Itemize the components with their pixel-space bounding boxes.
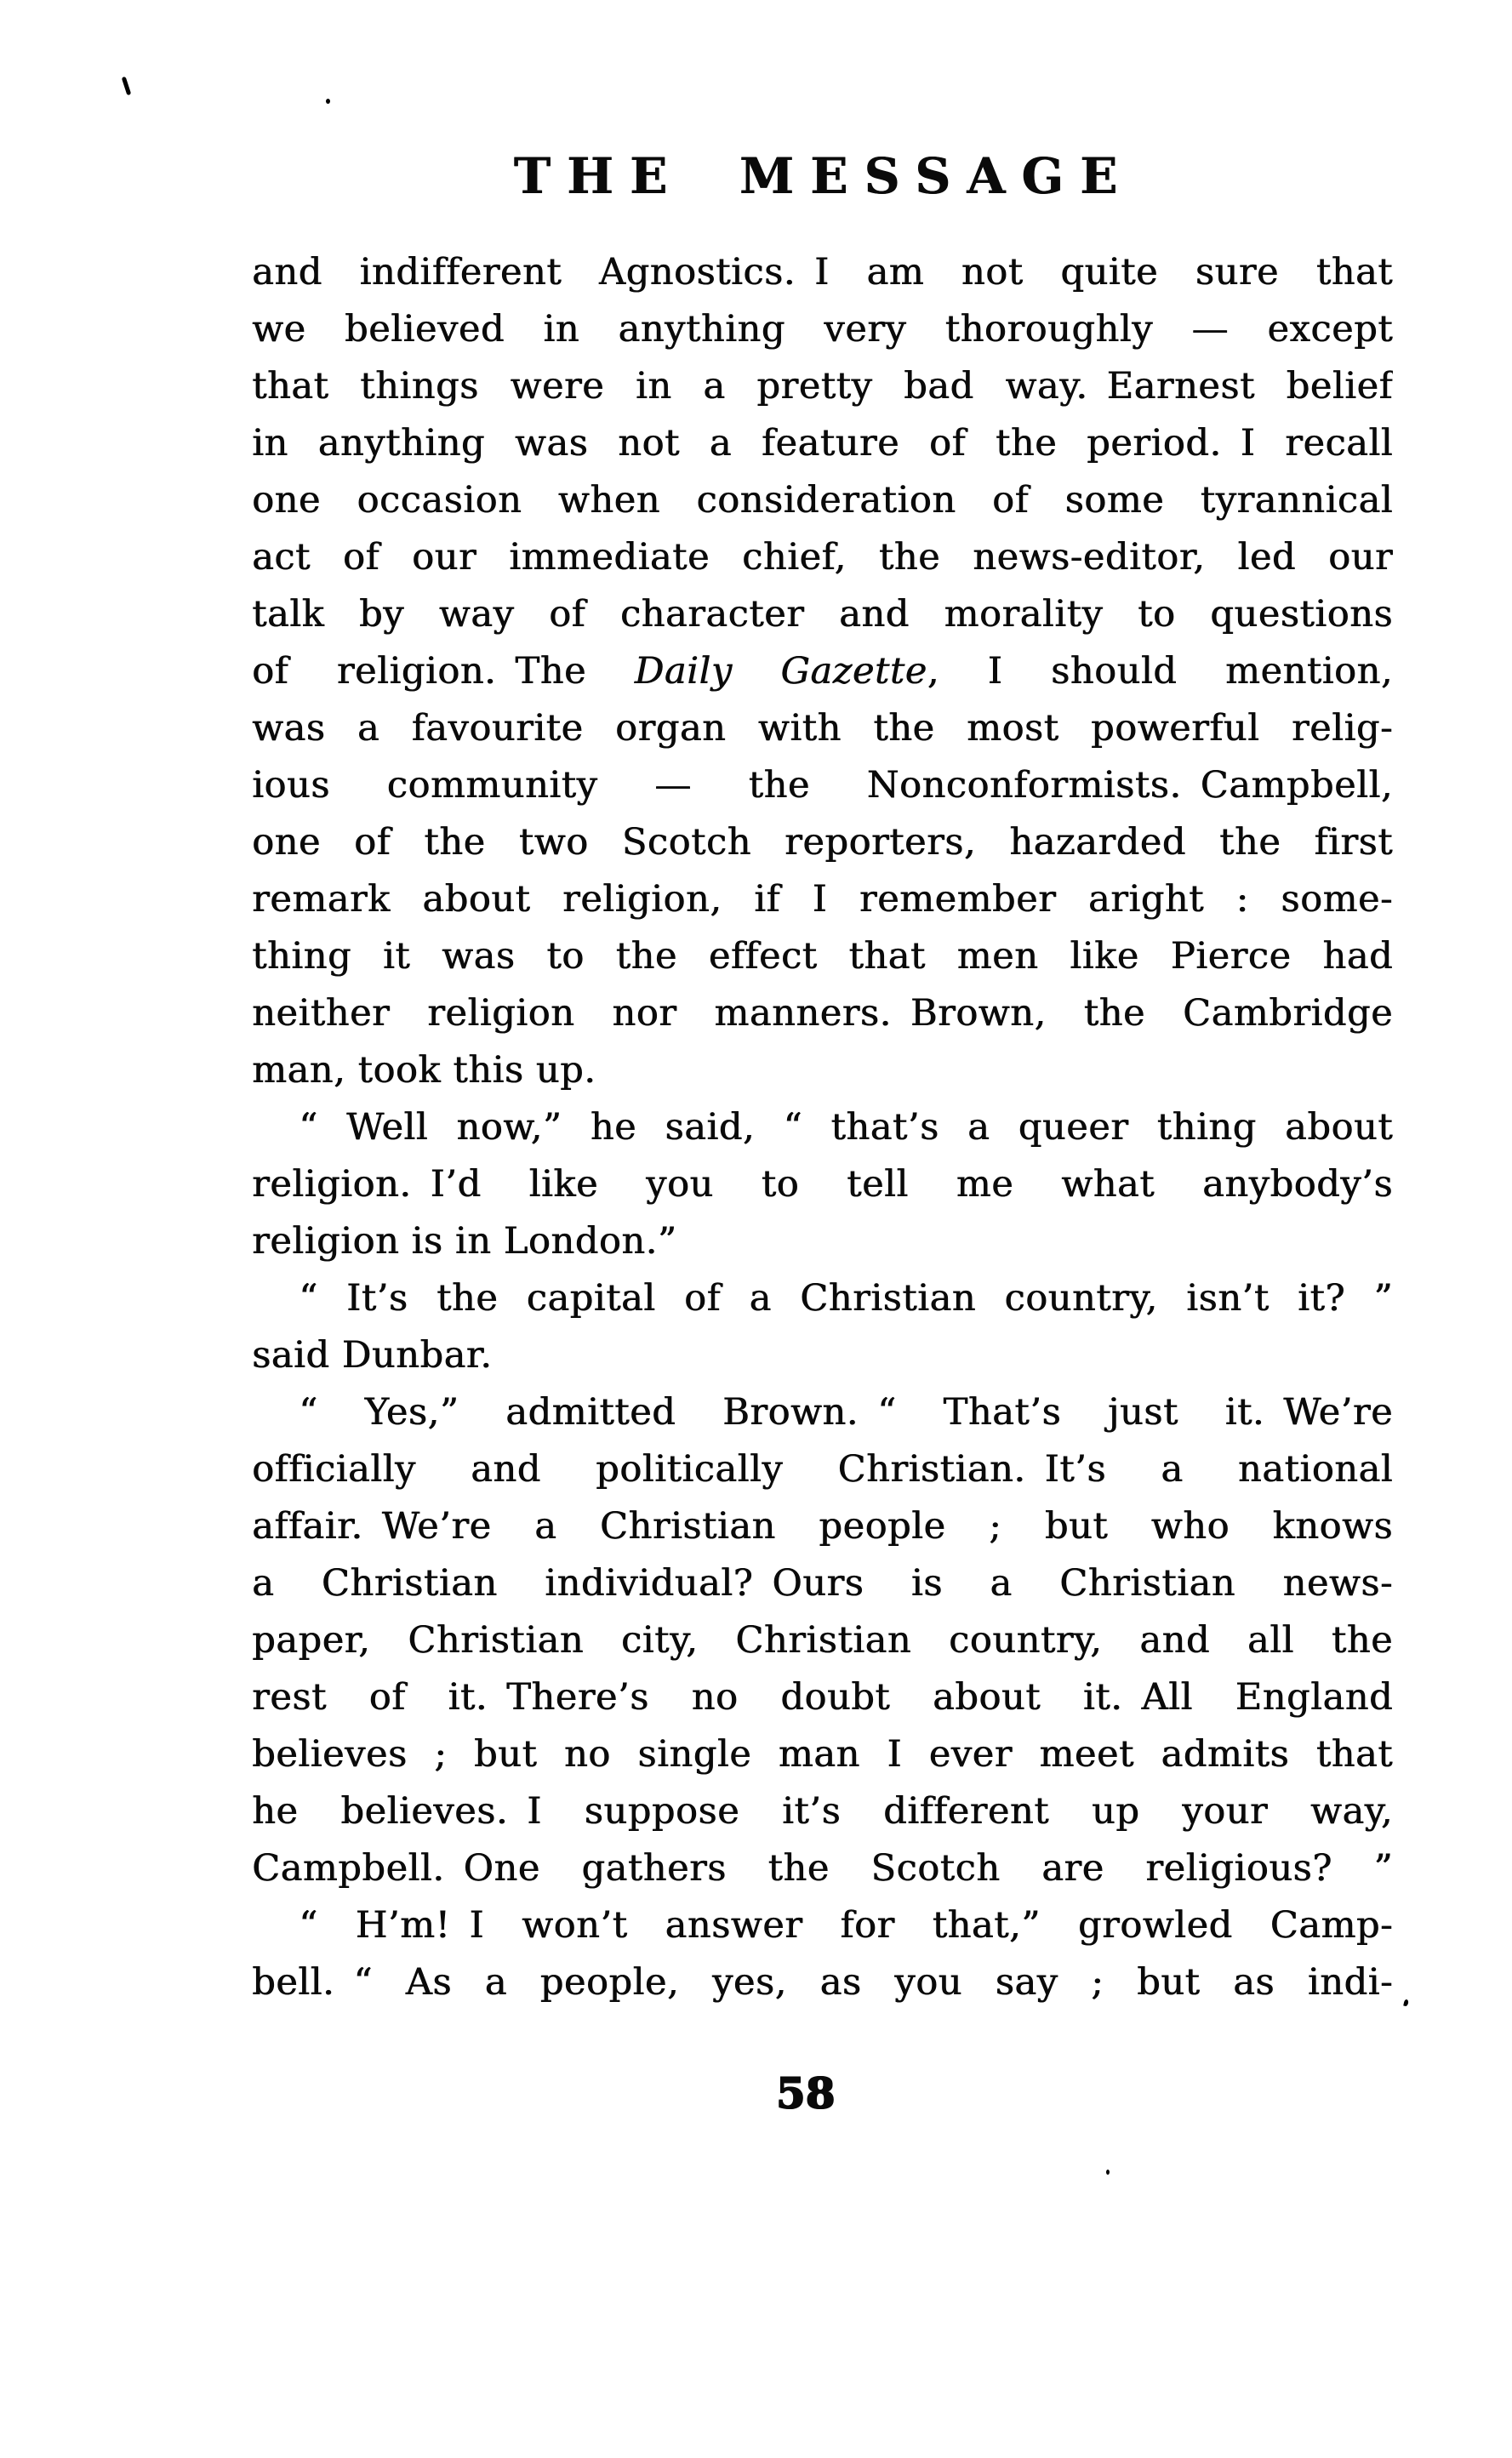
text-line: officially and politically Christian. It’s a national [252,1448,1393,1491]
text-line: man, took this up. [252,1049,596,1092]
text-line: talk by way of character and morality to questions [252,593,1393,636]
page-number: 58 [775,2067,835,2118]
text-line: one of the two Scotch reporters, hazarded the first [252,821,1393,864]
ink-speck [326,99,330,104]
text-line: “ Well now,” he said, “ that’s a queer thing about [299,1106,1393,1149]
text-line: remark about religion, if I remember aright : some- [252,878,1393,921]
text-line: religion is in London.” [252,1220,677,1263]
text-line: in anything was not a feature of the period. I recall [252,422,1393,465]
text-line: of religion. The Daily Gazette, I should mention, [252,650,1393,693]
text-line: rest of it. There’s no doubt about it. All England [252,1676,1393,1719]
text-line: bell. “ As a people, yes, as you say ; but as indi- [252,1961,1393,2004]
text-line: one occasion when consideration of some tyrannical [252,479,1393,522]
text-line: and indifferent Agnostics. I am not quite sure that [252,251,1393,294]
text-line: thing it was to the effect that men like Pierce had [252,935,1393,978]
ink-speck [1106,2170,1110,2175]
text-line: religion. I’d like you to tell me what anybody’s [252,1163,1393,1206]
text-line: paper, Christian city, Christian country, and all the [252,1619,1393,1662]
text-line: “ It’s the capital of a Christian country, isn’t it? ” [299,1277,1393,1320]
text-line: “ Yes,” admitted Brown. “ That’s just it. We’re [299,1391,1393,1434]
text-line: we believed in anything very thoroughly — except [252,308,1393,351]
ink-speck [122,77,132,95]
text-line: affair. We’re a Christian people ; but who knows [252,1505,1393,1548]
text-line: “ H’m! I won’t answer for that,” growled Camp- [299,1904,1393,1947]
ink-speck [1403,1999,1409,2007]
page-title: THE MESSAGE [513,147,1134,205]
text-line: that things were in a pretty bad way. Earnest belief [252,365,1393,408]
text-line: said Dunbar. [252,1334,493,1377]
text-line: neither religion nor manners. Brown, the Cambridge [252,992,1393,1035]
text-line: ious community — the Nonconformists. Campbell, [252,764,1393,807]
text-line: he believes. I suppose it’s different up your way, [252,1790,1393,1833]
text-line: believes ; but no single man I ever meet admits that [252,1733,1393,1776]
text-line: Campbell. One gathers the Scotch are religious? ” [252,1847,1393,1890]
text-line: act of our immediate chief, the news-editor, led our [252,536,1393,579]
body-text [252,244,1393,2011]
text-line: a Christian individual? Ours is a Christian news- [252,1562,1393,1605]
text-line: was a favourite organ with the most powerful relig- [252,707,1393,750]
